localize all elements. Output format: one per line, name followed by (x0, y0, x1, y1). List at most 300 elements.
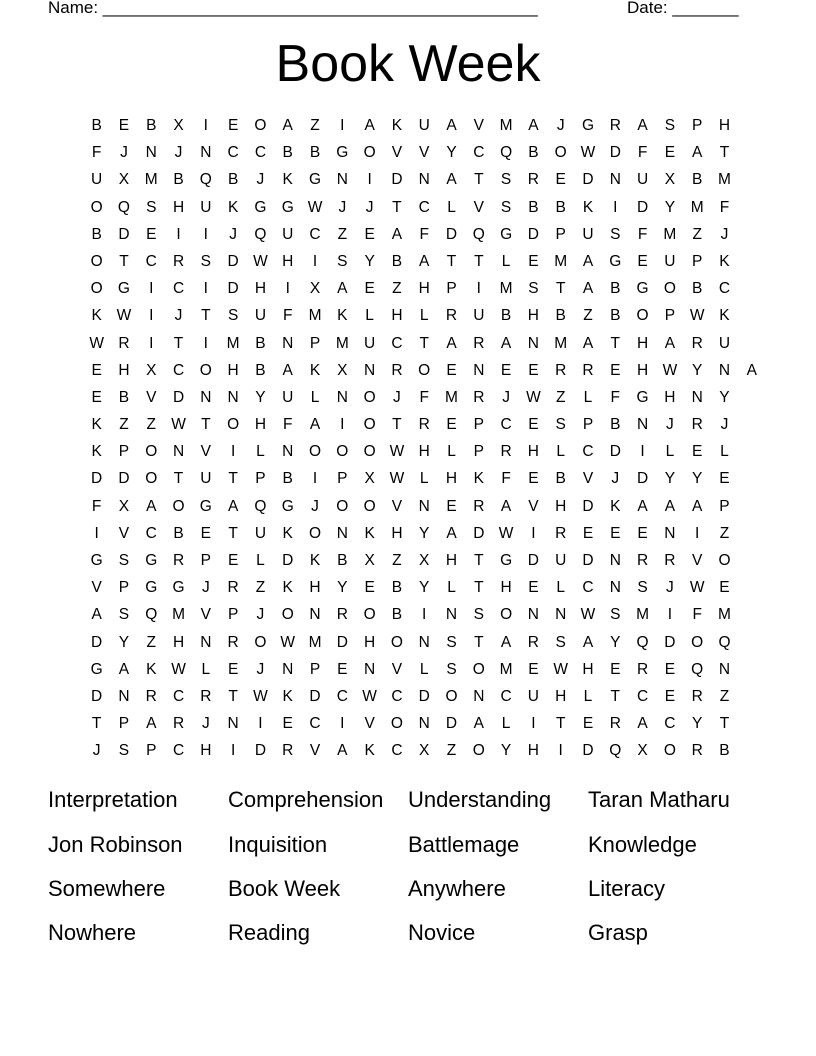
grid-letter: X (637, 742, 648, 760)
grid-letter: S (446, 660, 457, 678)
grid-letter: B (555, 307, 566, 325)
grid-letter: D (282, 552, 294, 569)
grid-letter: F (610, 388, 621, 406)
grid-letter: H (445, 552, 458, 569)
grid-letter: I (613, 198, 618, 216)
grid-letter: B (692, 171, 703, 189)
grid-letter: K (309, 552, 321, 569)
grid-letter: I (285, 280, 290, 298)
grid-letter: M (226, 334, 240, 352)
grid-letter: G (90, 660, 103, 678)
grid-letter: E (610, 361, 621, 379)
grid-letter: L (556, 443, 565, 461)
grid-letter: B (391, 606, 403, 624)
grid-letter: L (583, 687, 593, 705)
grid-letter: H (527, 307, 539, 325)
grid-letter: O (145, 470, 158, 488)
grid-letter: U (527, 687, 539, 705)
grid-letter: E (664, 144, 676, 162)
grid-letter: G (308, 171, 322, 189)
grid-letter: U (473, 307, 485, 325)
grid-letter: P (582, 416, 594, 434)
grid-letter: H (200, 742, 212, 760)
grid-row (83, 465, 765, 492)
grid-letter: C (582, 443, 594, 461)
grid-letter: H (636, 361, 649, 379)
grid-letter: I (667, 606, 673, 624)
grid-letter: B (337, 552, 348, 569)
grid-letter: O (308, 443, 322, 461)
grid-letter: K (282, 524, 293, 542)
grid-letter: E (528, 252, 539, 270)
grid-row (83, 547, 765, 574)
grid-letter: O (418, 361, 431, 379)
grid-letter: B (309, 144, 321, 162)
grid-letter: X (664, 171, 676, 189)
grid-letter: R (145, 687, 157, 705)
grid-letter: P (692, 117, 703, 134)
grid-row (83, 629, 765, 656)
grid-letter: N (418, 497, 430, 515)
grid-letter: T (474, 579, 484, 597)
grid-letter: N (609, 171, 621, 189)
grid-letter: K (309, 361, 321, 379)
grid-letter: Z (146, 633, 156, 651)
grid-letter: I (531, 715, 536, 733)
grid-letter: L (419, 307, 429, 325)
grid-letter: K (719, 307, 730, 325)
grid-letter: D (609, 144, 621, 162)
grid-letter: J (720, 416, 729, 434)
grid-letter: T (228, 687, 238, 705)
grid-letter: G (172, 579, 185, 597)
grid-letter: H (527, 443, 539, 461)
grid-letter: E (719, 579, 730, 597)
grid-letter: N (609, 552, 621, 569)
grid-letter: M (499, 117, 513, 134)
grid-letter: N (555, 606, 567, 624)
grid-letter: I (203, 280, 208, 298)
grid-letter: Z (719, 524, 730, 542)
grid-letter: J (174, 144, 183, 162)
grid-letter: N (282, 334, 294, 352)
grid-letter: N (636, 416, 649, 434)
grid-letter: I (340, 416, 345, 434)
grid-letter: S (337, 252, 348, 270)
grid-letter: E (582, 715, 594, 733)
grid-letter: C (718, 280, 731, 298)
grid-letter: U (254, 524, 267, 542)
grid-letter: N (418, 633, 430, 651)
grid-letter: P (473, 416, 484, 434)
grid-letter: B (528, 198, 539, 216)
grid-letter: A (582, 334, 594, 352)
grid-letter: C (636, 687, 649, 705)
grid-letter: I (367, 171, 372, 189)
grid-letter: U (664, 252, 676, 270)
grid-letter: T (173, 470, 184, 488)
grid-letter: A (118, 660, 130, 678)
grid-letter: Z (719, 687, 730, 705)
grid-letter: J (201, 715, 210, 733)
grid-letter: X (146, 361, 157, 379)
grid-letter: G (254, 198, 267, 216)
grid-letter: L (665, 443, 675, 461)
grid-row (83, 221, 765, 248)
grid-letter: R (664, 552, 676, 569)
grid-letter: R (418, 416, 430, 434)
grid-row (83, 520, 765, 547)
grid-row (83, 248, 765, 275)
grid-letter: K (282, 687, 293, 705)
grid-letter: H (555, 687, 567, 705)
grid-letter: D (473, 524, 485, 542)
grid-letter: R (473, 334, 485, 352)
grid-letter: M (663, 225, 677, 243)
grid-letter: I (312, 470, 318, 488)
grid-letter: R (555, 361, 567, 379)
grid-letter: V (391, 497, 403, 515)
grid-letter: S (146, 198, 157, 216)
grid-letter: I (531, 524, 536, 542)
grid-letter: D (527, 552, 539, 569)
grid-letter: E (282, 715, 293, 733)
grid-letter: T (201, 416, 211, 434)
grid-letter: C (172, 742, 185, 760)
grid-letter: H (227, 361, 239, 379)
grid-letter: C (418, 198, 430, 216)
grid-row (83, 710, 765, 737)
grid-letter: J (666, 579, 674, 597)
grid-letter: D (636, 470, 649, 488)
grid-letter: L (256, 443, 265, 461)
grid-letter: I (695, 524, 700, 542)
grid-letter: U (254, 307, 267, 325)
grid-letter: I (640, 443, 645, 461)
grid-letter: A (692, 144, 703, 162)
grid-letter: O (500, 606, 513, 624)
grid-letter: A (309, 416, 321, 434)
grid-letter: C (172, 687, 185, 705)
grid-letter: B (255, 334, 266, 352)
word-list (48, 778, 788, 956)
grid-letter: R (609, 117, 621, 134)
grid-letter: U (200, 198, 212, 216)
grid-letter: S (664, 117, 676, 134)
date-field-label: Date: _______ (627, 0, 739, 17)
grid-letter: G (281, 198, 294, 216)
word-list-item: Battlemage (408, 831, 520, 857)
grid-letter: A (337, 280, 348, 298)
grid-letter: Y (610, 633, 621, 651)
word-list-row (48, 822, 788, 866)
grid-letter: O (363, 497, 376, 515)
grid-letter: X (419, 742, 430, 760)
grid-letter: Z (555, 388, 566, 406)
grid-letter: R (636, 552, 649, 569)
grid-letter: T (201, 307, 211, 325)
grid-letter: G (581, 117, 595, 134)
grid-letter: S (528, 280, 539, 298)
word-list-item: Anywhere (408, 875, 506, 901)
grid-letter: B (282, 470, 293, 488)
grid-letter: V (364, 715, 375, 733)
grid-letter: B (610, 280, 621, 298)
grid-letter: K (227, 198, 239, 216)
grid-letter: M (718, 171, 731, 189)
grid-letter: L (447, 579, 456, 597)
grid-letter: B (91, 225, 102, 243)
grid-letter: D (254, 742, 267, 760)
grid-letter: B (555, 198, 566, 216)
grid-letter: M (554, 334, 568, 352)
grid-letter: G (609, 252, 622, 270)
grid-letter: X (118, 171, 130, 189)
grid-row (83, 601, 765, 628)
grid-letter: B (91, 117, 102, 134)
grid-letter: N (118, 687, 130, 705)
grid-letter: C (172, 280, 185, 298)
grid-letter: O (336, 497, 349, 515)
grid-letter: U (282, 225, 294, 243)
grid-row (83, 683, 765, 710)
grid-letter: Z (446, 742, 457, 760)
grid-letter: W (553, 660, 569, 678)
grid-letter: W (580, 144, 596, 162)
letter-grid (83, 112, 765, 765)
grid-letter: P (118, 579, 130, 597)
grid-letter: A (637, 715, 648, 733)
grid-letter: C (582, 579, 594, 597)
grid-letter: O (281, 606, 294, 624)
grid-letter: F (501, 470, 511, 488)
grid-letter: A (419, 252, 430, 270)
grid-letter: K (719, 252, 730, 270)
grid-letter: R (555, 524, 567, 542)
grid-letter: H (254, 280, 267, 298)
grid-letter: Q (145, 606, 158, 624)
grid-letter: D (418, 687, 430, 705)
grid-letter: O (308, 524, 322, 542)
grid-letter: O (90, 252, 103, 270)
grid-letter: W (171, 416, 186, 434)
grid-letter: R (172, 552, 185, 569)
grid-letter: I (340, 715, 345, 733)
grid-letter: I (558, 742, 563, 760)
grid-letter: O (472, 742, 485, 760)
grid-letter: L (720, 443, 729, 461)
grid-letter: N (445, 606, 458, 624)
grid-letter: L (419, 470, 429, 488)
grid-letter: O (390, 633, 403, 651)
grid-letter: W (689, 579, 705, 597)
grid-letter: D (91, 470, 103, 488)
grid-letter: T (228, 524, 238, 542)
grid-letter: V (146, 388, 157, 406)
grid-letter: M (335, 334, 349, 352)
grid-letter: V (473, 117, 484, 134)
grid-letter: R (691, 416, 703, 434)
grid-letter: E (337, 660, 348, 678)
grid-letter: N (227, 388, 239, 406)
grid-letter: A (473, 715, 484, 733)
grid-letter: M (144, 171, 158, 189)
grid-letter: F (637, 225, 648, 243)
grid-letter: N (364, 361, 376, 379)
grid-letter: C (254, 144, 267, 162)
grid-letter: G (500, 225, 513, 243)
grid-letter: W (307, 198, 323, 216)
grid-letter: E (719, 470, 730, 488)
grid-letter: D (527, 225, 539, 243)
grid-letter: E (528, 416, 539, 434)
grid-letter: B (610, 416, 621, 434)
grid-letter: A (582, 252, 594, 270)
grid-letter: K (473, 470, 484, 488)
grid-letter: I (176, 225, 181, 243)
grid-letter: K (610, 497, 621, 515)
grid-letter: F (419, 225, 429, 243)
grid-letter: R (445, 307, 458, 325)
grid-letter: R (636, 660, 649, 678)
grid-letter: L (256, 552, 265, 569)
grid-letter: C (500, 416, 512, 434)
grid-letter: N (527, 606, 539, 624)
grid-letter: E (364, 579, 375, 597)
grid-letter: B (282, 144, 293, 162)
grid-letter: M (554, 252, 568, 270)
grid-letter: E (528, 579, 539, 597)
grid-letter: W (389, 470, 405, 488)
grid-row (83, 574, 765, 601)
grid-letter: D (582, 171, 594, 189)
grid-letter: D (172, 388, 185, 406)
grid-letter: O (254, 633, 267, 651)
grid-letter: B (528, 144, 539, 162)
grid-letter: L (201, 660, 211, 678)
grid-letter: E (637, 524, 648, 542)
grid-letter: H (445, 470, 458, 488)
grid-letter: E (91, 361, 102, 379)
grid-letter: N (473, 687, 485, 705)
grid-letter: N (145, 144, 157, 162)
grid-letter: R (609, 715, 621, 733)
grid-letter: N (200, 144, 212, 162)
grid-letter: E (91, 388, 102, 406)
grid-row (83, 330, 765, 357)
grid-letter: O (554, 144, 567, 162)
grid-letter: G (199, 497, 212, 515)
grid-letter: I (230, 443, 236, 461)
grid-letter: I (94, 524, 99, 542)
grid-letter: Y (419, 524, 430, 542)
grid-letter: E (555, 171, 566, 189)
grid-letter: U (91, 171, 103, 189)
grid-letter: M (636, 606, 650, 624)
grid-letter: D (582, 552, 594, 569)
grid-letter: N (664, 524, 676, 542)
grid-letter: E (528, 361, 539, 379)
grid-letter: P (227, 606, 239, 624)
grid-letter: E (146, 225, 157, 243)
grid-letter: T (474, 171, 484, 189)
grid-letter: T (119, 252, 129, 270)
grid-letter: K (91, 416, 102, 434)
grid-letter: N (282, 443, 294, 461)
grid-letter: J (556, 117, 565, 134)
grid-letter: N (718, 660, 731, 678)
word-list-row (48, 778, 788, 822)
word-list-item: Book Week (228, 875, 341, 901)
grid-letter: C (336, 687, 348, 705)
grid-letter: J (338, 198, 347, 216)
word-list-row (48, 867, 788, 911)
grid-letter: M (690, 198, 704, 216)
grid-letter: O (663, 280, 676, 298)
grid-letter: I (312, 252, 318, 270)
grid-letter: L (501, 715, 511, 733)
word-list-item: Novice (408, 920, 476, 946)
grid-letter: D (445, 715, 458, 733)
grid-row (83, 438, 765, 465)
grid-letter: L (365, 307, 374, 325)
word-list-item: Reading (228, 920, 310, 946)
grid-letter: J (256, 660, 265, 678)
grid-letter: G (500, 552, 513, 569)
grid-letter: Z (255, 579, 266, 597)
grid-letter: Q (199, 171, 212, 189)
grid-letter: H (500, 579, 512, 597)
grid-letter: F (91, 497, 102, 515)
grid-letter: C (145, 524, 157, 542)
grid-letter: K (391, 117, 403, 134)
grid-letter: A (746, 361, 757, 379)
grid-letter: B (146, 117, 157, 134)
grid-row (83, 411, 765, 438)
grid-letter: N (473, 361, 485, 379)
grid-letter: E (528, 470, 539, 488)
grid-letter: D (227, 252, 239, 270)
grid-letter: U (200, 470, 212, 488)
grid-letter: X (173, 117, 184, 134)
grid-letter: E (610, 660, 621, 678)
grid-row (83, 139, 765, 166)
grid-letter: H (718, 117, 731, 134)
grid-letter: Z (692, 225, 702, 243)
grid-letter: H (391, 524, 403, 542)
grid-letter: K (337, 307, 348, 325)
word-list-item: Comprehension (228, 787, 384, 813)
grid-letter: F (637, 144, 648, 162)
grid-letter: C (500, 687, 512, 705)
grid-letter: C (309, 715, 321, 733)
grid-letter: U (364, 334, 376, 352)
grid-letter: C (391, 687, 403, 705)
grid-letter: T (173, 334, 184, 352)
grid-letter: P (719, 497, 730, 515)
grid-letter: O (363, 416, 376, 434)
grid-letter: J (502, 388, 510, 406)
grid-letter: G (145, 579, 158, 597)
grid-letter: S (473, 606, 484, 624)
grid-letter: W (89, 334, 104, 352)
grid-letter: A (227, 497, 239, 515)
grid-letter: O (90, 198, 103, 216)
grid-letter: X (364, 552, 375, 569)
grid-letter: C (473, 144, 485, 162)
grid-letter: R (336, 606, 348, 624)
grid-letter: O (145, 443, 158, 461)
